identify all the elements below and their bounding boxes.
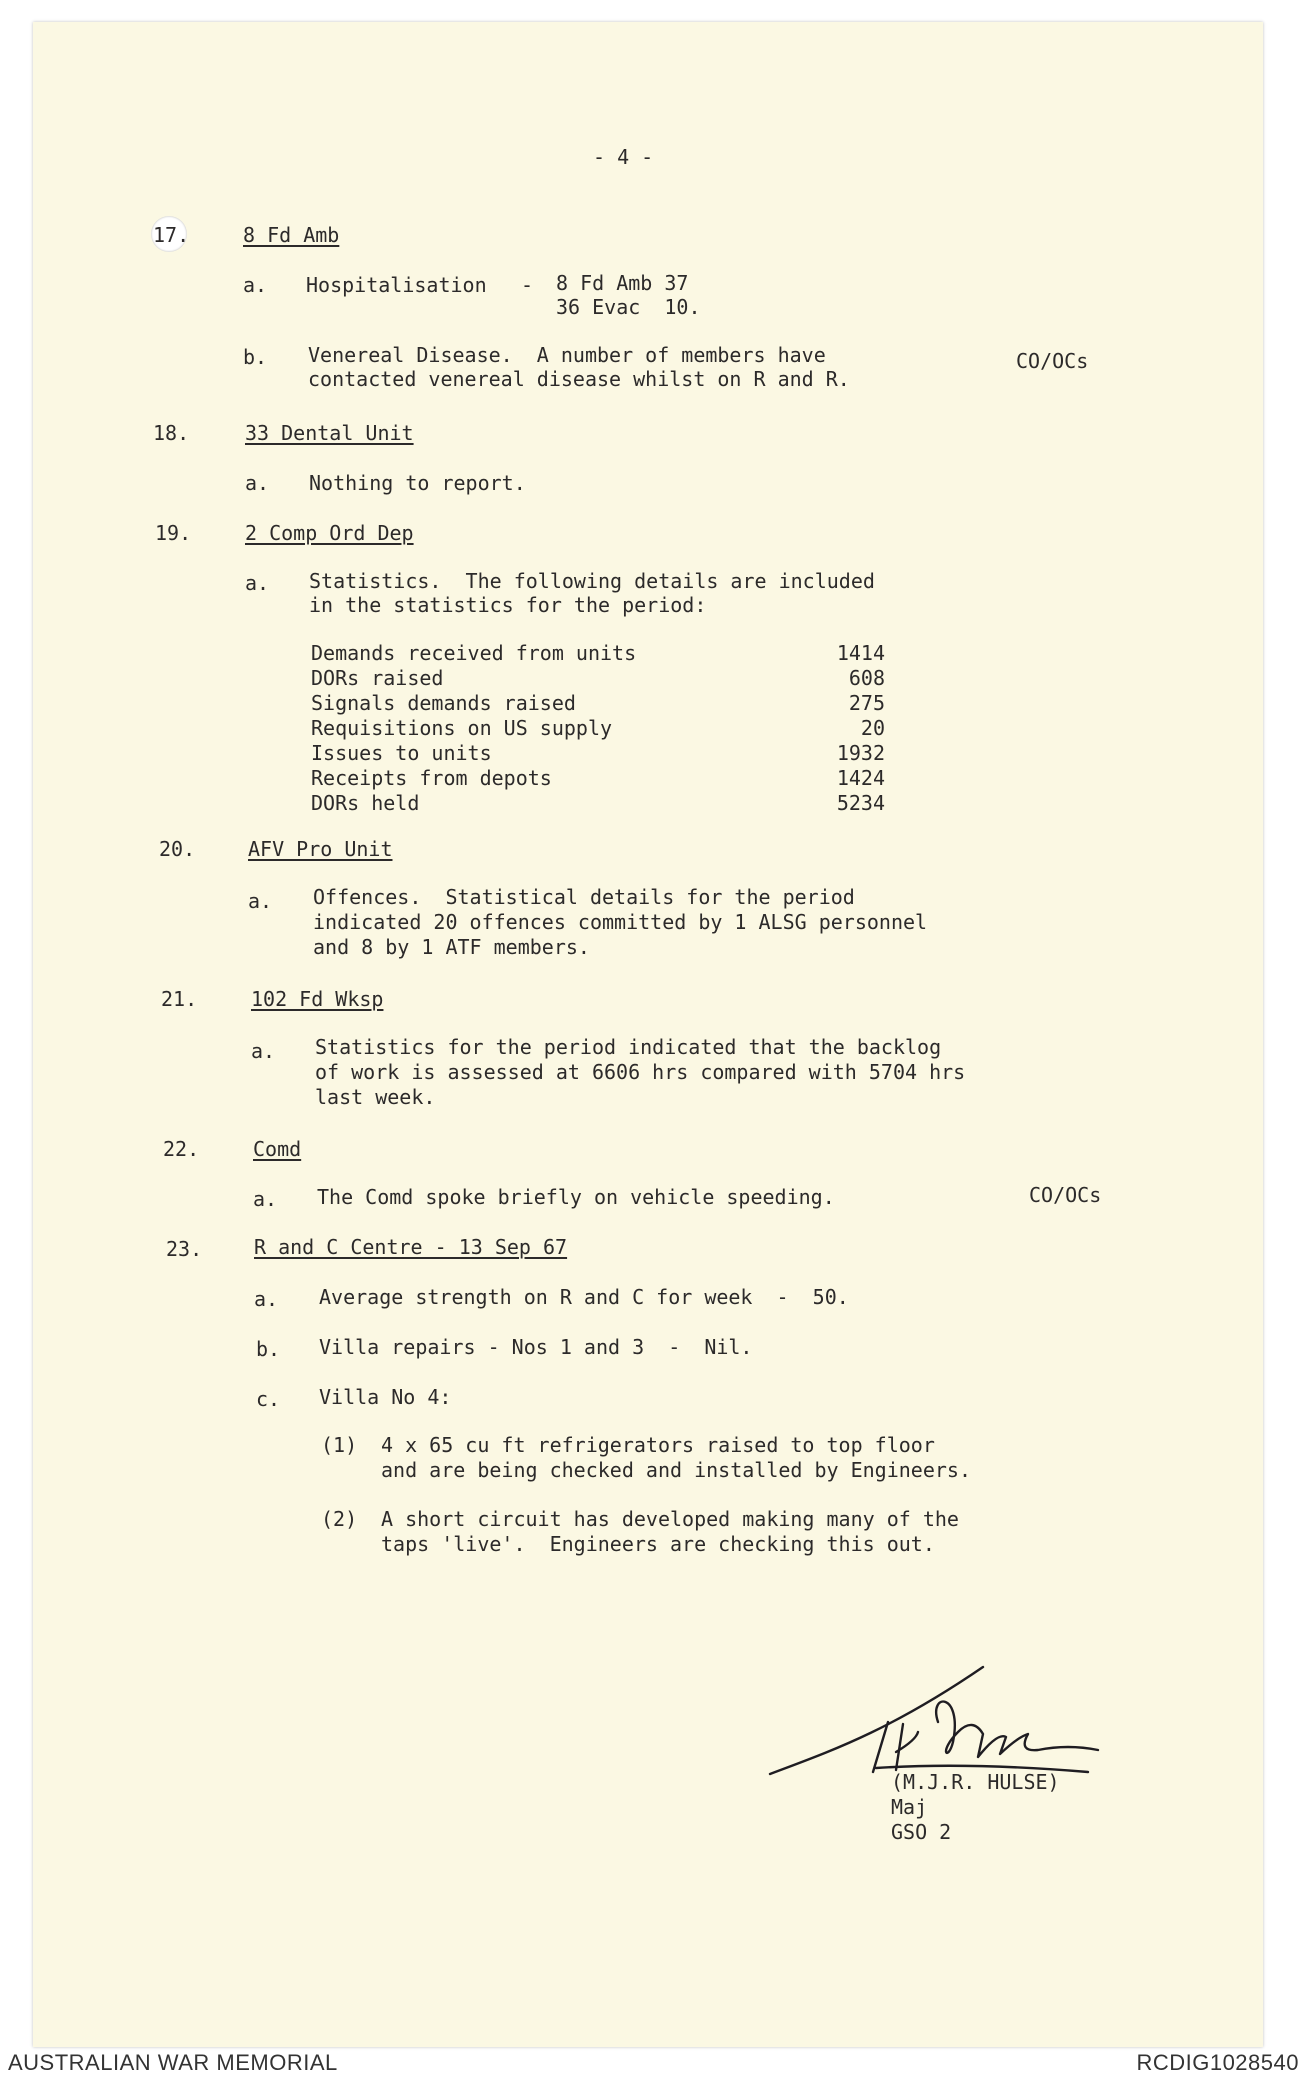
item-17b-line2: contacted venereal disease whilst on R and R. (308, 367, 850, 391)
item-23b-text: Villa repairs - Nos 1 and 3 - Nil. (319, 1335, 753, 1359)
item-19a-line1: Statistics. The following details are included (309, 569, 875, 593)
item-23c1-number: (1) (321, 1433, 358, 1457)
section-17-number: 17. (153, 223, 190, 247)
item-21a-line3: last week. (315, 1085, 436, 1109)
section-20-number: 20. (159, 837, 196, 861)
section-20-title: AFV Pro Unit (248, 837, 393, 861)
item-23c2-line2: taps 'live'. Engineers are checking this out. (381, 1532, 935, 1556)
stat-value: 275 (848, 691, 885, 715)
section-21-number: 21. (161, 987, 198, 1011)
section-22-number: 22. (163, 1137, 200, 1161)
item-21a-line2: of work is assessed at 6606 hrs compared with 5704 hrs (315, 1060, 966, 1084)
footer-left-label: AUSTRALIAN WAR MEMORIAL (8, 2050, 338, 2075)
item-22a-letter: a. (253, 1187, 278, 1211)
item-23c-letter: c. (256, 1387, 281, 1411)
stat-label: Demands received from units (311, 641, 637, 665)
item-23c1-line1: 4 x 65 cu ft refrigerators raised to top floor (381, 1433, 935, 1457)
item-21a-letter: a. (251, 1039, 276, 1063)
stat-value: 1414 (836, 641, 885, 665)
item-22a-text: The Comd spoke briefly on vehicle speeding. (317, 1185, 835, 1209)
section-19-number: 19. (155, 521, 192, 545)
signatory-rank: Maj (891, 1795, 928, 1819)
section-17-title: 8 Fd Amb (243, 223, 340, 247)
item-17b-action: CO/OCs (1016, 349, 1089, 373)
section-21-title: 102 Fd Wksp (251, 987, 384, 1011)
stat-value: 1932 (836, 741, 885, 765)
stat-label: Requisitions on US supply (311, 716, 613, 740)
item-23c2-line1: A short circuit has developed making many of the (381, 1507, 959, 1531)
stat-label: DORs raised (311, 666, 444, 690)
stat-value: 20 (860, 716, 885, 740)
item-17b-letter: b. (243, 345, 268, 369)
section-23-number: 23. (166, 1237, 203, 1261)
item-17a-line1: 8 Fd Amb 37 (556, 271, 689, 295)
item-20a-letter: a. (248, 889, 273, 913)
item-17a-line2: 36 Evac 10. (556, 295, 701, 319)
item-23c2-number: (2) (321, 1507, 358, 1531)
item-17a-letter: a. (243, 273, 268, 297)
item-20a-line2: indicated 20 offences committed by 1 ALSG personnel (313, 910, 928, 934)
section-23-title: R and C Centre - 13 Sep 67 (254, 1235, 568, 1259)
item-18a-text: Nothing to report. (309, 471, 526, 495)
section-18-number: 18. (153, 421, 190, 445)
stat-label: DORs held (311, 791, 420, 815)
item-17a-label: Hospitalisation (306, 273, 487, 297)
stat-label: Issues to units (311, 741, 492, 765)
item-18a-letter: a. (245, 471, 270, 495)
item-23a-letter: a. (254, 1287, 279, 1311)
stat-label: Receipts from depots (311, 766, 552, 790)
section-22-title: Comd (253, 1137, 302, 1161)
stat-value: 608 (848, 666, 885, 690)
section-19-title: 2 Comp Ord Dep (245, 521, 414, 545)
item-23c1-line2: and are being checked and installed by Engineers. (381, 1458, 972, 1482)
footer-right-label: RCDIG1028540 (1136, 2050, 1299, 2075)
stat-value: 1424 (836, 766, 885, 790)
item-20a-line1: Offences. Statistical details for the period (313, 885, 855, 909)
item-23a-text: Average strength on R and C for week - 50. (319, 1285, 849, 1309)
document-page (33, 22, 1263, 2047)
item-22a-action: CO/OCs (1029, 1183, 1102, 1207)
signatory-name: (M.J.R. HULSE) (891, 1770, 1060, 1794)
page-number: - 4 - (593, 145, 654, 169)
item-23b-letter: b. (256, 1337, 281, 1361)
stat-value: 5234 (836, 791, 885, 815)
signatory-appointment: GSO 2 (891, 1820, 952, 1844)
section-18-title: 33 Dental Unit (245, 421, 414, 445)
item-23c-text: Villa No 4: (319, 1385, 452, 1409)
item-19a-line2: in the statistics for the period: (309, 593, 707, 617)
item-20a-line3: and 8 by 1 ATF members. (313, 935, 590, 959)
item-17b-line1: Venereal Disease. A number of members have (308, 343, 826, 367)
stat-label: Signals demands raised (311, 691, 576, 715)
item-17a-dash: - (521, 273, 534, 297)
item-19a-letter: a. (245, 571, 270, 595)
item-21a-line1: Statistics for the period indicated that the backlog (315, 1035, 942, 1059)
